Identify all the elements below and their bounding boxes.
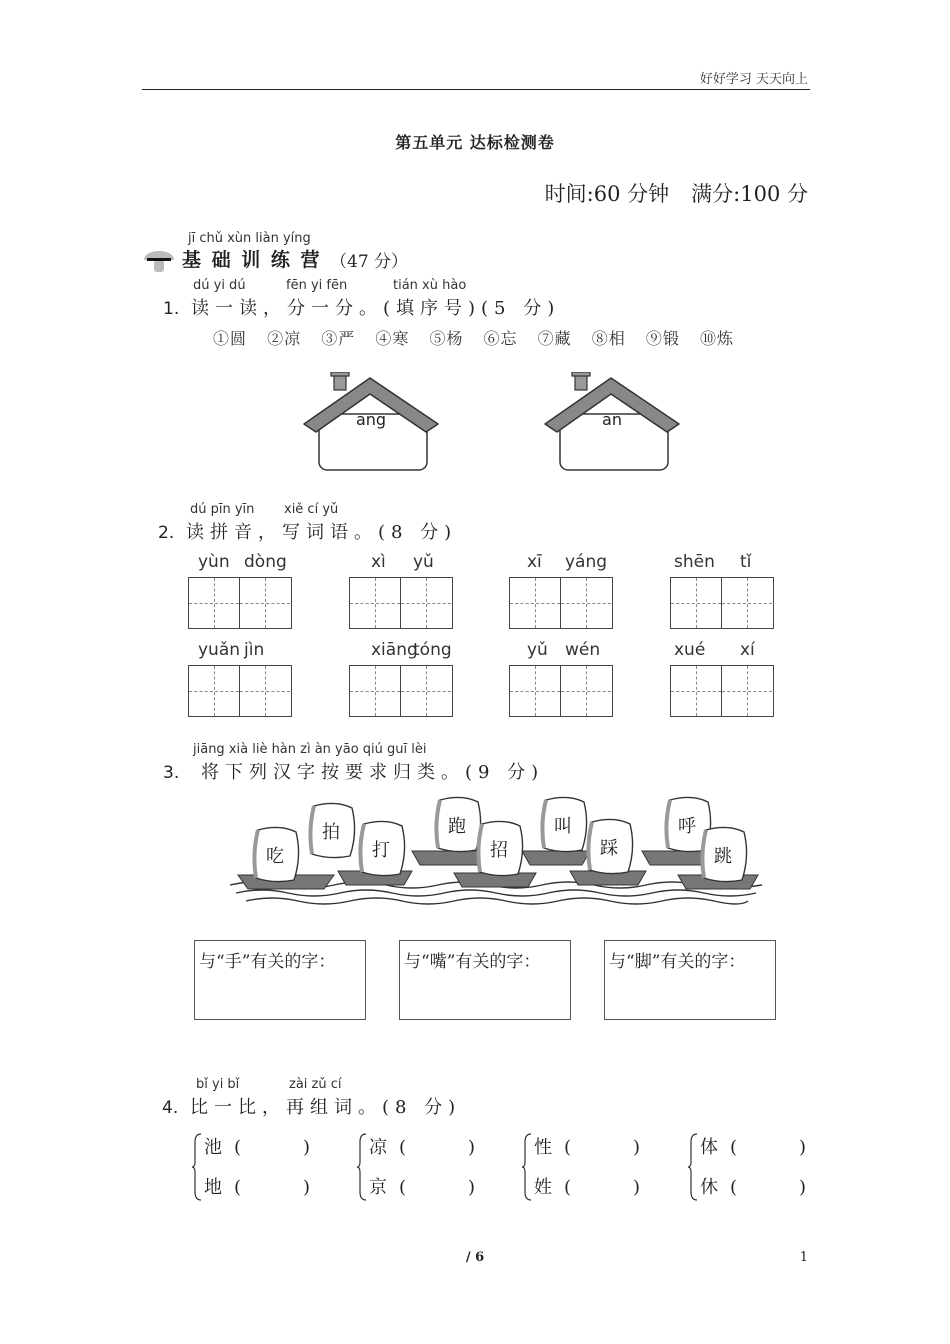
- section-pinyin: jī chǔ xùn liàn yíng: [188, 231, 311, 246]
- q3-number: 3.: [163, 763, 180, 783]
- answer-paren-close: ): [468, 1137, 476, 1158]
- sail: [474, 820, 526, 878]
- answer-paren-close: ): [633, 1177, 641, 1198]
- section-label: 基 础 训 练 营: [182, 249, 322, 271]
- grid-cell[interactable]: [560, 666, 611, 716]
- sail: [306, 802, 358, 860]
- grid-cell[interactable]: [671, 578, 721, 628]
- tian-grid[interactable]: [670, 665, 774, 717]
- tian-grid[interactable]: [349, 577, 453, 629]
- brace-icon: [192, 1132, 202, 1202]
- category-label: 与“嘴”有关的字：: [404, 952, 541, 972]
- q4-line: [162, 1093, 461, 1119]
- q1-option: ①圆: [213, 329, 248, 348]
- q1-option: ⑥忘: [483, 329, 518, 348]
- q2-text: 读拼音，写词语。(8 分): [185, 522, 458, 543]
- q1-option: ⑤杨: [429, 329, 464, 348]
- grid-cell[interactable]: [510, 666, 560, 716]
- q2-syllable: dòng: [244, 552, 287, 572]
- compare-group: [192, 1128, 316, 1208]
- answer-paren-open: (: [399, 1137, 407, 1158]
- q1-options: [213, 326, 734, 349]
- compare-character: 地: [204, 1177, 222, 1198]
- answer-paren-close: ): [303, 1177, 311, 1198]
- house-an: [541, 372, 683, 474]
- q1-option: ⑦藏: [537, 329, 572, 348]
- q2-syllable: wén: [565, 640, 601, 660]
- sail-character: 踩: [600, 838, 618, 859]
- q2-syllable: yùn: [198, 552, 230, 572]
- compare-character: 休: [700, 1177, 718, 1198]
- q1-text: 读一读，分一分。(填序号)(5 分): [190, 298, 561, 319]
- q1-option: ③严: [321, 329, 356, 348]
- sail-character: 招: [490, 840, 508, 861]
- answer-paren-open: (: [730, 1137, 738, 1158]
- page-number: 1: [799, 1250, 808, 1265]
- compare-group: [357, 1128, 481, 1208]
- tian-grid[interactable]: [509, 665, 613, 717]
- category-box[interactable]: [604, 940, 776, 1020]
- sail: [698, 826, 750, 884]
- answer-paren-close: ): [468, 1177, 476, 1198]
- q4-number: 4.: [162, 1098, 179, 1118]
- category-box[interactable]: [194, 940, 366, 1020]
- grid-cell[interactable]: [510, 578, 560, 628]
- grid-cell[interactable]: [560, 578, 611, 628]
- q1-pinyin-1: dú yi dú: [193, 278, 246, 293]
- compare-character: 姓: [534, 1177, 552, 1198]
- category-box[interactable]: [399, 940, 571, 1020]
- time-limit: 时间:60 分钟: [544, 182, 670, 206]
- answer-paren-open: (: [730, 1177, 738, 1198]
- q2-syllable: yǔ: [413, 552, 434, 572]
- q2-pinyin-1: dú pīn yīn: [190, 502, 255, 517]
- sail-character: 呼: [678, 816, 696, 837]
- brace-icon: [522, 1132, 532, 1202]
- grid-cell[interactable]: [721, 666, 772, 716]
- compare-group: [522, 1128, 646, 1208]
- q2-syllable: yuǎn: [198, 640, 241, 660]
- compare-row: [700, 1168, 806, 1208]
- answer-paren-open: (: [399, 1177, 407, 1198]
- sail-character: 吃: [266, 846, 284, 867]
- q1-number: 1.: [163, 299, 180, 319]
- grid-cell[interactable]: [400, 578, 451, 628]
- compare-row: [700, 1128, 806, 1168]
- header-motto: 好好学习 天天向上: [699, 72, 808, 87]
- category-label: 与“手”有关的字：: [199, 952, 336, 972]
- answer-paren-close: ): [799, 1177, 807, 1198]
- compare-character: 池: [204, 1137, 222, 1158]
- header-rule: [142, 89, 810, 90]
- q1-pinyin-2: fēn yi fēn: [286, 278, 348, 293]
- compare-row: [534, 1128, 640, 1168]
- q4-text: 比一比，再组词。(8 分): [189, 1097, 462, 1118]
- grid-cell[interactable]: [721, 578, 772, 628]
- q4-pinyin-2: zài zǔ cí: [289, 1077, 342, 1092]
- compare-row: [534, 1168, 640, 1208]
- q2-syllable: tǐ: [740, 552, 752, 572]
- house-label: an: [602, 410, 622, 429]
- tian-grid[interactable]: [188, 665, 292, 717]
- tian-grid[interactable]: [509, 577, 613, 629]
- sail: [356, 820, 408, 878]
- q1-option: ⑩炼: [699, 329, 734, 348]
- q1-option: ⑧相: [591, 329, 626, 348]
- brace-icon: [357, 1132, 367, 1202]
- q2-number: 2.: [158, 523, 175, 543]
- page-count: / 6: [465, 1250, 485, 1265]
- q1-option: ②凉: [267, 329, 302, 348]
- compare-character: 体: [700, 1137, 718, 1158]
- answer-paren-open: (: [234, 1177, 242, 1198]
- q2-syllable: xiāng: [371, 640, 418, 660]
- grid-cell[interactable]: [671, 666, 721, 716]
- compare-row: [369, 1128, 475, 1168]
- compare-character: 京: [369, 1177, 387, 1198]
- q1-option: ⑨锻: [645, 329, 680, 348]
- sail-character: 叫: [554, 816, 572, 837]
- q2-syllable: xí: [740, 640, 755, 660]
- sail-character: 打: [372, 840, 390, 861]
- q2-line: [158, 518, 457, 544]
- q2-syllable: yáng: [565, 552, 608, 572]
- sail: [538, 796, 590, 854]
- grid-cell[interactable]: [350, 666, 400, 716]
- answer-paren-close: ): [303, 1137, 311, 1158]
- sail: [250, 826, 302, 884]
- sail-character: 拍: [322, 822, 340, 843]
- time-score-bar: [523, 178, 808, 208]
- answer-paren-open: (: [564, 1177, 572, 1198]
- grid-cell[interactable]: [189, 578, 239, 628]
- house-label: ang: [355, 410, 387, 429]
- answer-paren-close: ): [633, 1137, 641, 1158]
- house-ang: [300, 372, 442, 474]
- answer-paren-open: (: [564, 1137, 572, 1158]
- q1-pinyin-3: tián xù hào: [393, 278, 467, 293]
- section-points: （47 分）: [330, 252, 409, 272]
- sail-character: 跳: [714, 846, 732, 867]
- grid-cell[interactable]: [239, 666, 290, 716]
- tian-grid[interactable]: [670, 577, 774, 629]
- compare-row: [204, 1128, 310, 1168]
- full-score: 满分:100 分: [691, 182, 808, 206]
- compare-character: 性: [534, 1137, 552, 1158]
- mushroom-icon: [142, 244, 176, 274]
- q2-syllable: yǔ: [527, 640, 548, 660]
- category-label: 与“脚”有关的字：: [609, 952, 746, 972]
- q2-syllable: xué: [674, 640, 706, 660]
- grid-cell[interactable]: [239, 578, 290, 628]
- compare-character: 凉: [369, 1137, 387, 1158]
- q3-text: 将下列汉字按要求归类。(9 分): [200, 762, 545, 783]
- q2-syllable: xī: [527, 552, 542, 572]
- compare-row: [204, 1168, 310, 1208]
- q2-syllable: xì: [371, 552, 386, 572]
- q2-syllable: tóng: [413, 640, 452, 660]
- compare-row: [369, 1168, 475, 1208]
- q2-syllable: jìn: [244, 640, 265, 660]
- q1-option: ④寒: [375, 329, 410, 348]
- compare-group: [688, 1128, 812, 1208]
- q3-line: [163, 758, 544, 784]
- answer-paren-open: (: [234, 1137, 242, 1158]
- q1-line: [163, 294, 560, 320]
- tian-grid[interactable]: [188, 577, 292, 629]
- sail: [584, 818, 636, 876]
- page-title: 第五单元 达标检测卷: [395, 133, 555, 152]
- sail-character: 跑: [448, 816, 466, 837]
- q4-pinyin-1: bǐ yi bǐ: [196, 1077, 240, 1092]
- brace-icon: [688, 1132, 698, 1202]
- grid-cell[interactable]: [189, 666, 239, 716]
- tian-grid[interactable]: [349, 665, 453, 717]
- q3-pinyin: jiāng xià liè hàn zì àn yāo qiú guī lèi: [193, 742, 427, 757]
- q2-syllable: shēn: [674, 552, 715, 572]
- q2-pinyin-2: xiě cí yǔ: [284, 502, 339, 517]
- answer-paren-close: ): [799, 1137, 807, 1158]
- grid-cell[interactable]: [400, 666, 451, 716]
- grid-cell[interactable]: [350, 578, 400, 628]
